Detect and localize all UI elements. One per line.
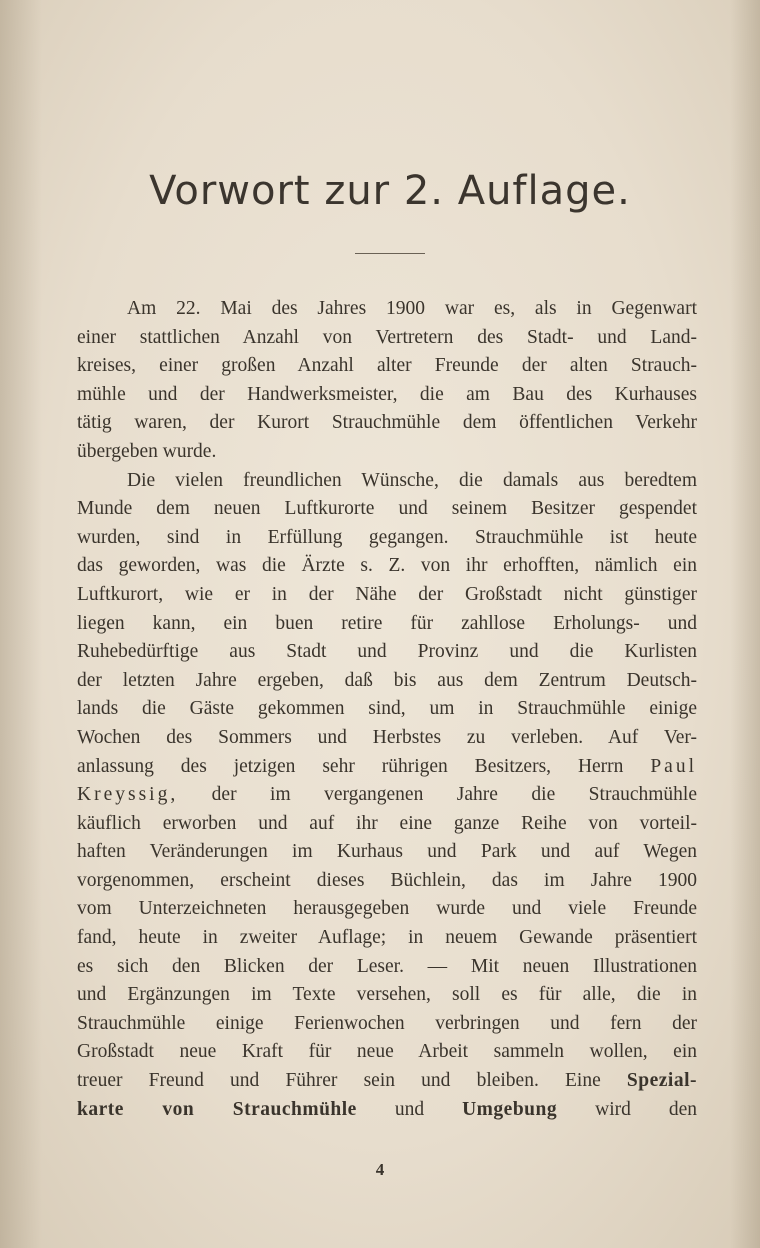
text-line: Wochen des Sommers und Herbstes zu verleben. Auf Ver- bbox=[77, 726, 697, 748]
text-line-prefix: anlassung des jetzigen sehr rührigen Besitzers, Herrn bbox=[77, 755, 624, 777]
blackletter-text: Umgebung bbox=[462, 1098, 558, 1120]
text-line: fand, heute in zweiter Auflage; in neuem Gewande präsentiert bbox=[77, 927, 697, 949]
text-line-mid: und bbox=[394, 1098, 425, 1120]
text-line: vom Unterzeichneten herausgegeben wurde und viele Freunde bbox=[77, 898, 697, 920]
text-line: lands die Gäste gekommen sind, um in Strauchmühle einige bbox=[77, 698, 697, 720]
text-line: übergeben wurde. bbox=[77, 440, 217, 462]
text-line: es sich den Blicken der Leser. — Mit neuen Illustrationen bbox=[77, 955, 697, 977]
spaced-name: Paul bbox=[650, 755, 697, 777]
text-line: liegen kann, ein buen retire für zahllose Erholungs- und bbox=[77, 612, 697, 634]
text-line: Luftkurort, wie er in der Nähe der Großstadt nicht günstiger bbox=[77, 583, 697, 605]
text-line: einer stattlichen Anzahl von Vertretern des Stadt- und Land- bbox=[77, 326, 697, 348]
blackletter-text: Spezial- bbox=[626, 1070, 697, 1092]
body-text bbox=[77, 295, 697, 1124]
text-line: Am 22. Mai des Jahres 1900 war es, als in Gegenwart bbox=[127, 298, 697, 319]
text-line: Ruhebedürftige aus Stadt und Provinz und die Kurlisten bbox=[77, 641, 697, 663]
page-number: 4 bbox=[375, 1160, 385, 1179]
text-line: und Ergänzungen im Texte versehen, soll es für alle, die in bbox=[77, 984, 697, 1006]
text-line bbox=[77, 781, 697, 810]
text-line-end: wird den bbox=[595, 1098, 698, 1120]
text-line: Munde dem neuen Luftkurorte und seinem Besitzer gespendet bbox=[77, 498, 697, 520]
text-line bbox=[77, 1096, 697, 1125]
text-line: Großstadt neue Kraft für neue Arbeit sammeln wollen, ein bbox=[77, 1041, 697, 1063]
text-line: der letzten Jahre ergeben, daß bis aus dem Zentrum Deutsch- bbox=[77, 669, 697, 691]
text-line: kreises, einer großen Anzahl alter Freunde der alten Strauch- bbox=[77, 355, 697, 377]
text-line: haften Veränderungen im Kurhaus und Park und auf Wegen bbox=[77, 841, 697, 863]
blackletter-text: karte von Strauchmühle bbox=[77, 1098, 357, 1120]
text-line: Strauchmühle einige Ferienwochen verbringen und fern der bbox=[77, 1012, 697, 1034]
text-line: mühle und der Handwerksmeister, die am Bau des Kurhauses bbox=[77, 383, 697, 405]
title-divider bbox=[355, 253, 425, 254]
text-line: wurden, sind in Erfüllung gegangen. Strauchmühle ist heute bbox=[77, 526, 697, 548]
text-line bbox=[77, 753, 697, 782]
text-line bbox=[77, 1067, 697, 1096]
text-line: vorgenommen, erscheint dieses Büchlein, das im Jahre 1900 bbox=[77, 869, 697, 891]
text-line: käuflich erworben und auf ihr eine ganze Reihe von vorteil- bbox=[77, 812, 697, 834]
page-title: Vorwort zur 2. Auflage. bbox=[149, 168, 631, 214]
text-line-prefix: treuer Freund und Führer sein und bleiben. Eine bbox=[77, 1070, 601, 1092]
spaced-name: Kreyssig, bbox=[77, 784, 179, 806]
text-line: tätig waren, der Kurort Strauchmühle dem öffentlichen Verkehr bbox=[77, 412, 697, 434]
text-line: das geworden, was die Ärzte s. Z. von ihr erhofften, nämlich ein bbox=[77, 555, 697, 577]
text-line: Die vielen freundlichen Wünsche, die damals aus beredtem bbox=[127, 469, 697, 491]
text-line-rest: der im vergangenen Jahre die Strauchmühle bbox=[211, 784, 697, 806]
